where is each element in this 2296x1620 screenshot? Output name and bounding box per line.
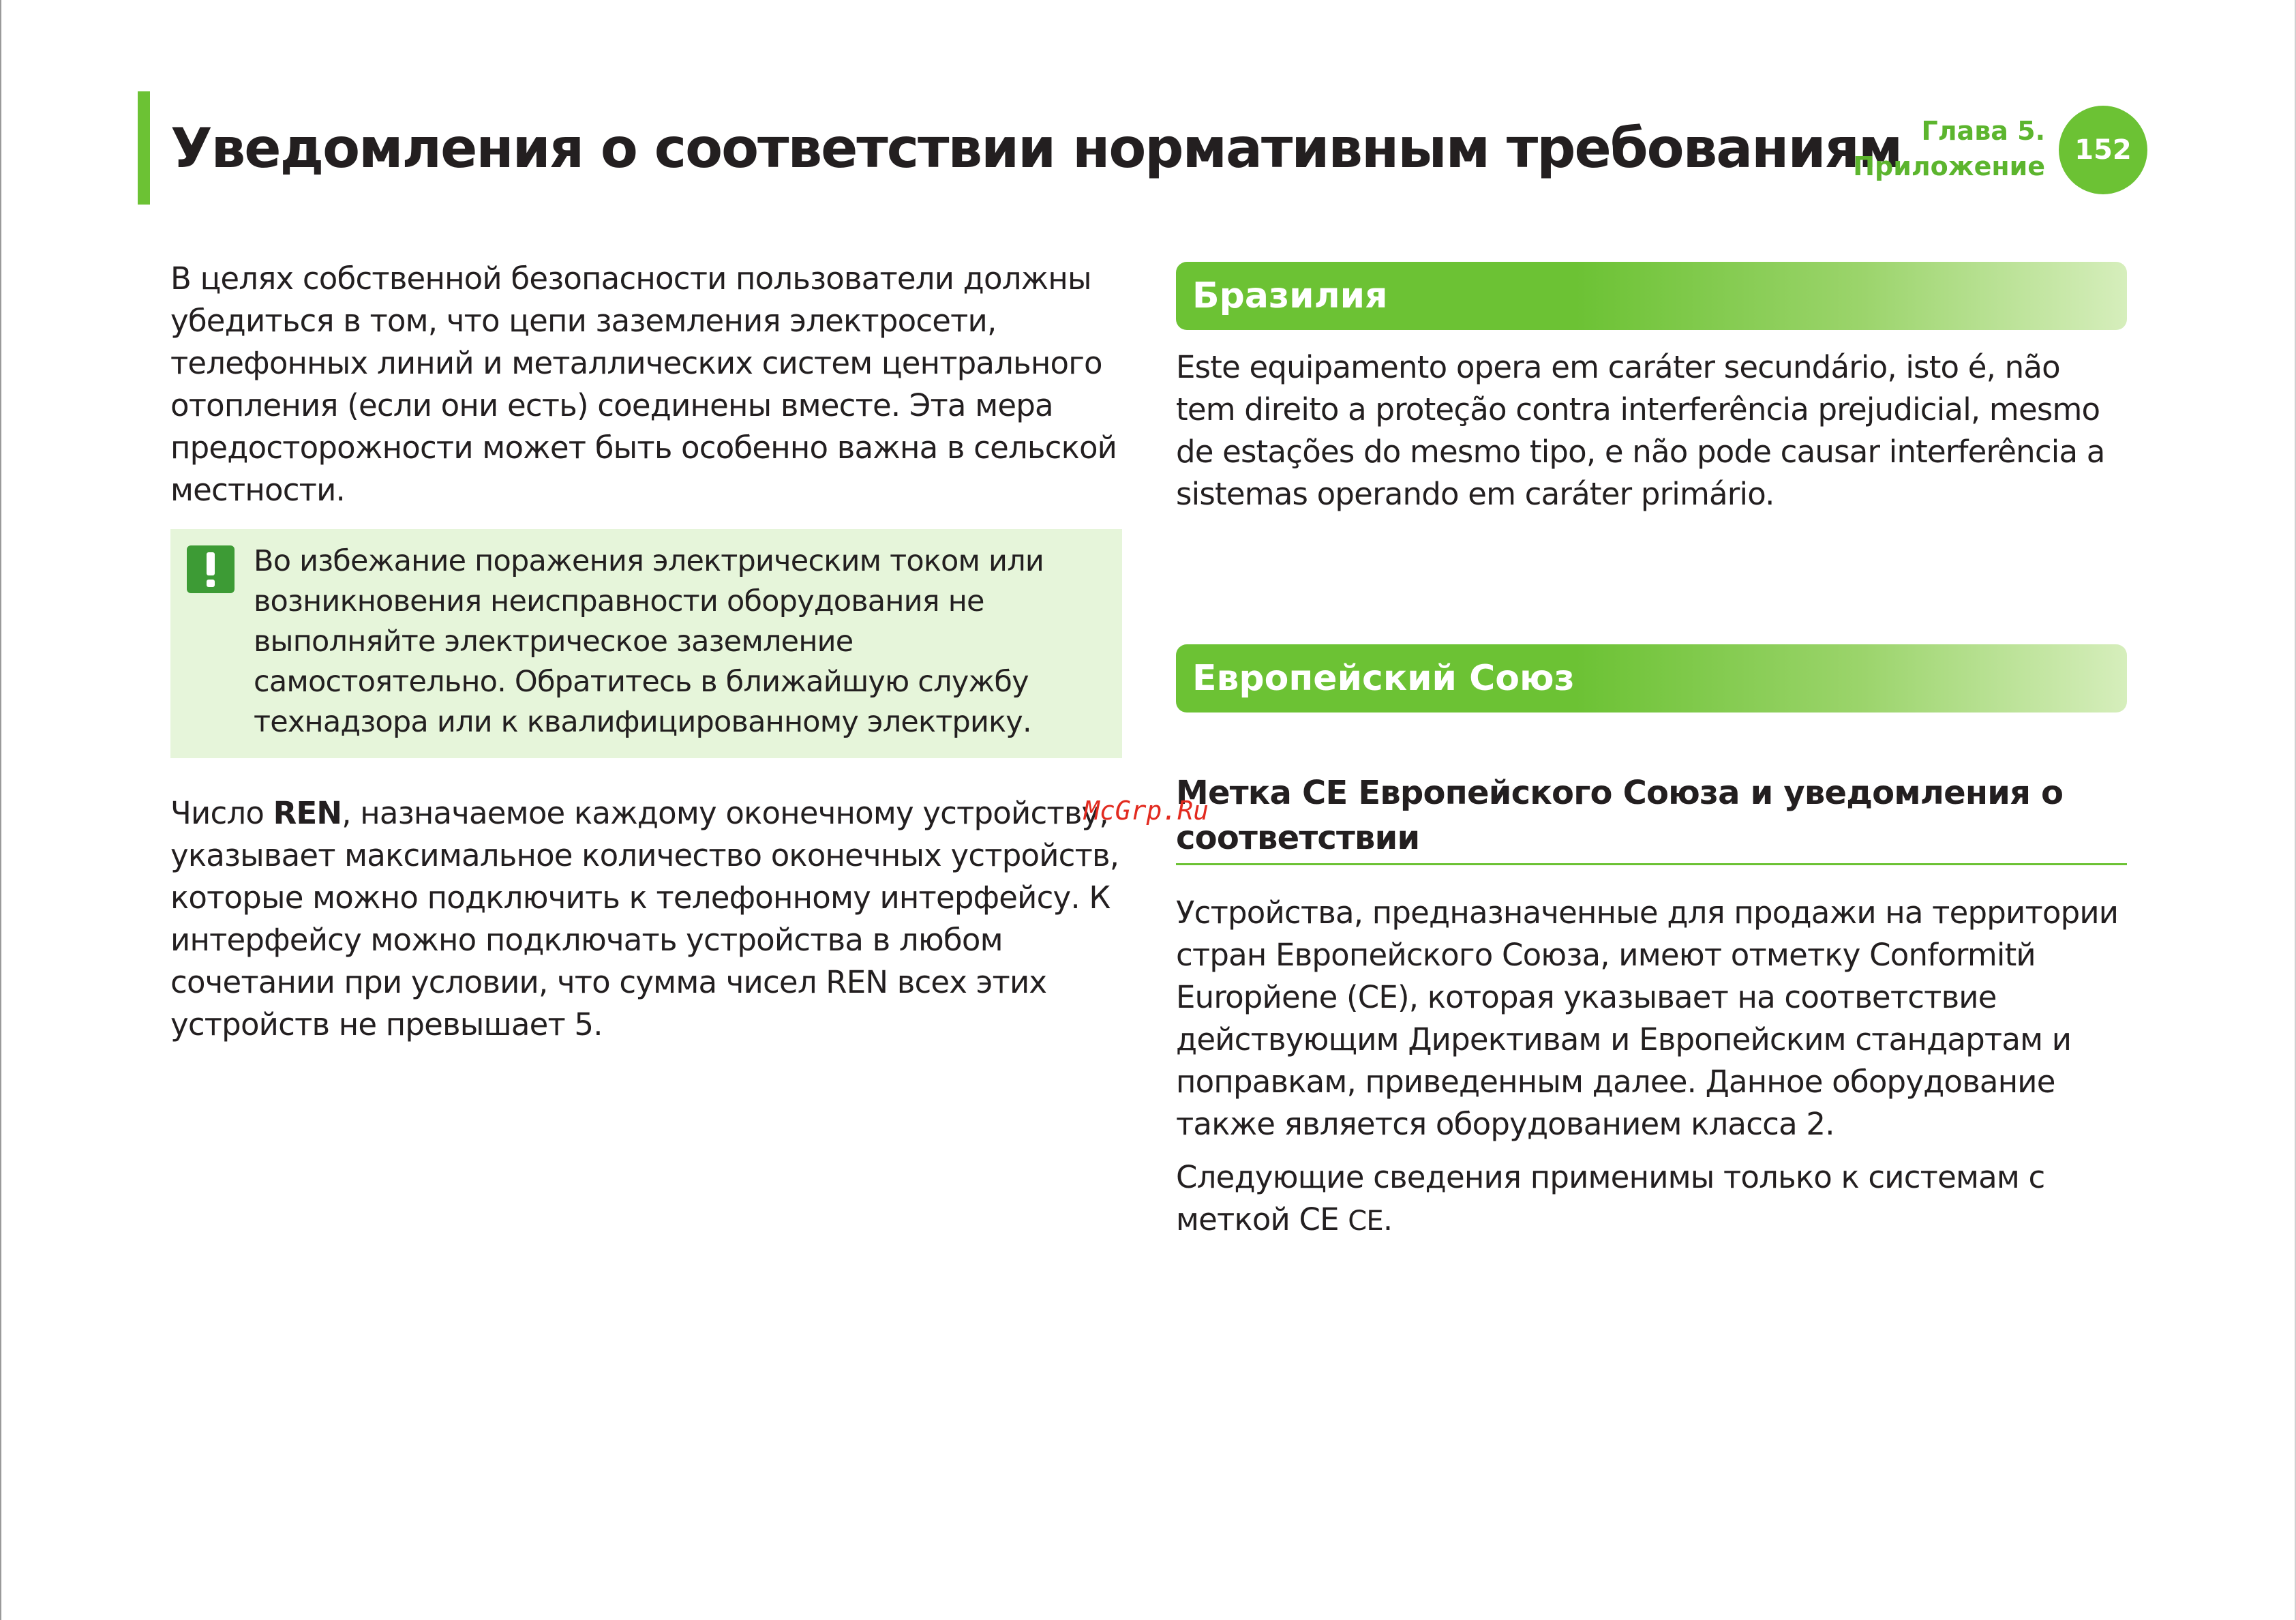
brazil-section (1176, 346, 2127, 515)
brazil-paragraph: Este equipamento opera em caráter secundário, isto é, não tem direito a proteção contra interferência prejudicial, mesmo de estações do mesmo tipo, e não pode causar interferência a sistemas operando em caráter primário. (1176, 349, 2105, 512)
page-number-badge: 152 (2059, 106, 2147, 194)
ce-applies-paragraph (1176, 1156, 2127, 1242)
page-border (0, 0, 1, 1620)
watermark: McGrp.Ru (1084, 796, 1209, 826)
section-heading-label: Европейский Союз (1192, 658, 1575, 699)
ren-section (170, 792, 1125, 1046)
ren-text-rest: , назначаемое каждому оконечному устройству, указывает максимальное количество оконечных устройств, которые можно подключить к телефонному интерфейсу. К интерфейсу можно подключать устройства в любом сочетании при условии, что сумма чисел REN всех этих устройств не превышает 5. (170, 795, 1119, 1042)
ce-applies-text: Следующие сведения применимы только к системам с меткой CE (1176, 1159, 2045, 1238)
section-heading-label: Бразилия (1192, 275, 1388, 316)
ce-period: . (1383, 1201, 1393, 1238)
warning-box (170, 529, 1122, 758)
ren-paragraph (170, 792, 1125, 1046)
chapter-label (1841, 113, 2045, 184)
ren-text-start: Число (170, 795, 273, 831)
ce-mark-symbol: CE (1348, 1205, 1383, 1237)
section-heading-eu (1176, 644, 2127, 712)
title-accent-bar (138, 91, 150, 205)
page-title: Уведомления о соответствии нормативным требованиям (170, 117, 1902, 180)
ce-paragraph: Устройства, предназначенные для продажи на территории стран Европейского Союза, имеют отметку Conformitй Europйene (CE), которая указывает на соответствие действующим Директивам и Европейским стандартам и поправкам, приведенным далее. Данное оборудование также является оборудованием класса 2. (1176, 895, 2119, 1142)
grounding-paragraph: В целях собственной безопасности пользователи должны убедиться в том, что цепи заземления электросети, телефонных линий и металлических систем центрального отопления (если они есть) соединены вместе. Эта мера предосторожности может быть особенно важна в сельской местности. (170, 260, 1117, 508)
chapter-number: Глава 5. (1921, 116, 2045, 146)
exclamation-icon (187, 545, 235, 593)
chapter-name: Приложение (1853, 151, 2045, 181)
ce-section (1176, 892, 2127, 1242)
ce-subheading: Метка CE Европейского Союза и уведомления о соответствии (1176, 770, 2127, 865)
warning-text: Во избежание поражения электрическим током или возникновения неисправности оборудования не выполняйте электрическое заземление самостоятельно. Обратитесь в ближайшую службу технадзора или к квалифицированному электрику. (254, 544, 1044, 739)
section-heading-brazil (1176, 262, 2127, 330)
ren-term: REN (273, 795, 342, 831)
left-column (170, 258, 1125, 511)
